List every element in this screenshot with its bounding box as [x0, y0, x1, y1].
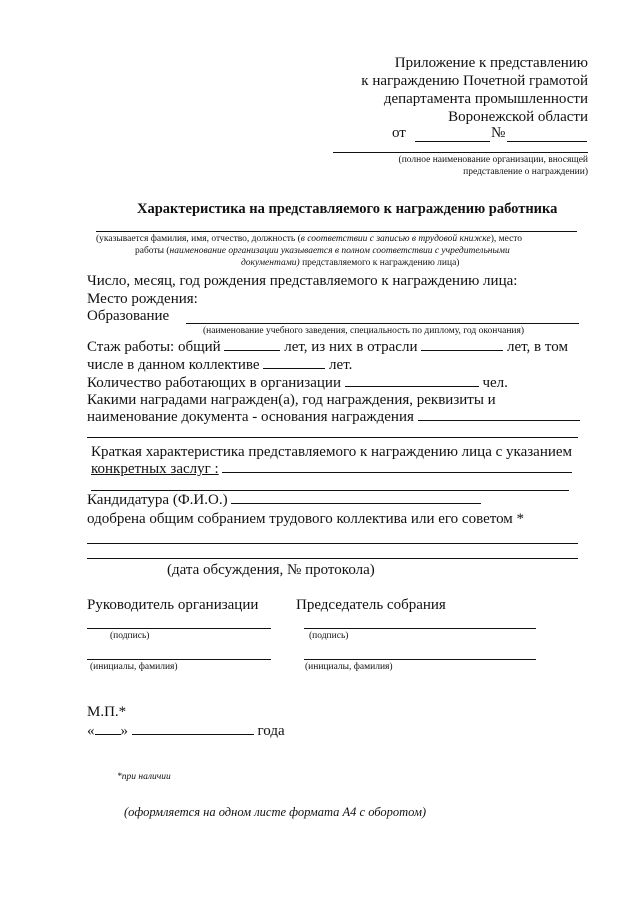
chair-title: Председатель собрания — [296, 597, 446, 613]
approval-field-line-1[interactable] — [87, 543, 578, 544]
approval-field-line-2[interactable] — [87, 558, 578, 559]
awards-row: наименование документа - основания награждения — [87, 409, 580, 426]
person-note-line-2: работы (наименование организации указывается в полном соответствии с учредительными — [135, 246, 510, 256]
date-field[interactable] — [415, 141, 490, 142]
education-label: Образование — [87, 308, 170, 324]
person-field[interactable] — [96, 231, 577, 232]
merits-field[interactable] — [222, 472, 572, 473]
experience-row-2: числе в данном коллективе лет. — [87, 357, 353, 373]
from-label: от — [392, 125, 406, 141]
organization-note-2: представление о награждении) — [463, 167, 588, 177]
merits-row: конкретных заслуг : — [91, 461, 572, 478]
awards-field[interactable] — [418, 420, 580, 421]
head-name-note: (инициалы, фамилия) — [90, 662, 178, 672]
header-line-1: Приложение к представлению — [394, 55, 588, 71]
header-line-3: департамента промышленности — [383, 91, 588, 107]
chair-signature-field[interactable] — [304, 628, 536, 629]
candidate-row: Кандидатура (Ф.И.О.) — [87, 492, 481, 509]
awards-label-1: Какими наградами награжден(а), год награждения, реквизиты и — [87, 392, 496, 408]
page-title: Характеристика на представляемого к награждению работника — [137, 201, 558, 217]
industry-experience-field[interactable] — [421, 350, 503, 351]
experience-row-1: Стаж работы: общий лет, из них в отрасли лет, в том — [87, 339, 568, 355]
approved-label: одобрена общим собранием трудового коллектива или его советом * — [87, 511, 525, 527]
head-title: Руководитель организации — [87, 597, 259, 613]
education-field[interactable] — [186, 323, 579, 324]
workers-row: Количество работающих в организации чел. — [87, 375, 508, 391]
discussion-note: (дата обсуждения, № протокола) — [167, 562, 375, 578]
merits-label-1: Краткая характеристика представляемого к награждению лица с указанием — [91, 444, 573, 460]
head-name-field[interactable] — [87, 659, 271, 660]
merits-field-line-2[interactable] — [91, 490, 569, 491]
team-experience-field[interactable] — [263, 368, 325, 369]
format-note: (оформляется на одном листе формата А4 с оборотом) — [124, 805, 427, 819]
head-signature-field[interactable] — [87, 628, 271, 629]
birth-date-label: Число, месяц, год рождения представляемого к награждению лица: — [87, 273, 518, 289]
education-note: (наименование учебного заведения, специальность по диплому, год окончания) — [203, 326, 525, 336]
number-label: № — [491, 125, 506, 141]
header-line-4: Воронежской области — [448, 109, 588, 125]
day-field[interactable] — [95, 734, 121, 735]
chair-name-note: (инициалы, фамилия) — [305, 662, 393, 672]
chair-name-field[interactable] — [304, 659, 536, 660]
month-year-field[interactable] — [132, 734, 254, 735]
number-field[interactable] — [507, 141, 587, 142]
organization-field[interactable] — [333, 152, 588, 153]
date-row: « » года — [87, 723, 285, 739]
chair-signature-note: (подпись) — [309, 631, 349, 641]
footnote-if-any: *при наличии — [117, 772, 171, 782]
workers-count-field[interactable] — [345, 386, 479, 387]
awards-field-line-2[interactable] — [87, 437, 578, 438]
stamp-label: М.П.* — [87, 704, 127, 720]
header-line-2: к награждению Почетной грамотой — [361, 73, 588, 89]
organization-note-1: (полное наименование организации, вносящей — [398, 155, 588, 165]
head-signature-note: (подпись) — [110, 631, 150, 641]
person-note-line-1: (указывается фамилия, имя, отчество, должность (в соответствии с записью в трудовой книжке), место — [96, 234, 523, 244]
person-note-line-3: документами) представляемого к награждению лица) — [241, 258, 460, 268]
total-experience-field[interactable] — [224, 350, 280, 351]
birth-place-label: Место рождения: — [87, 291, 198, 307]
candidate-field[interactable] — [231, 503, 481, 504]
